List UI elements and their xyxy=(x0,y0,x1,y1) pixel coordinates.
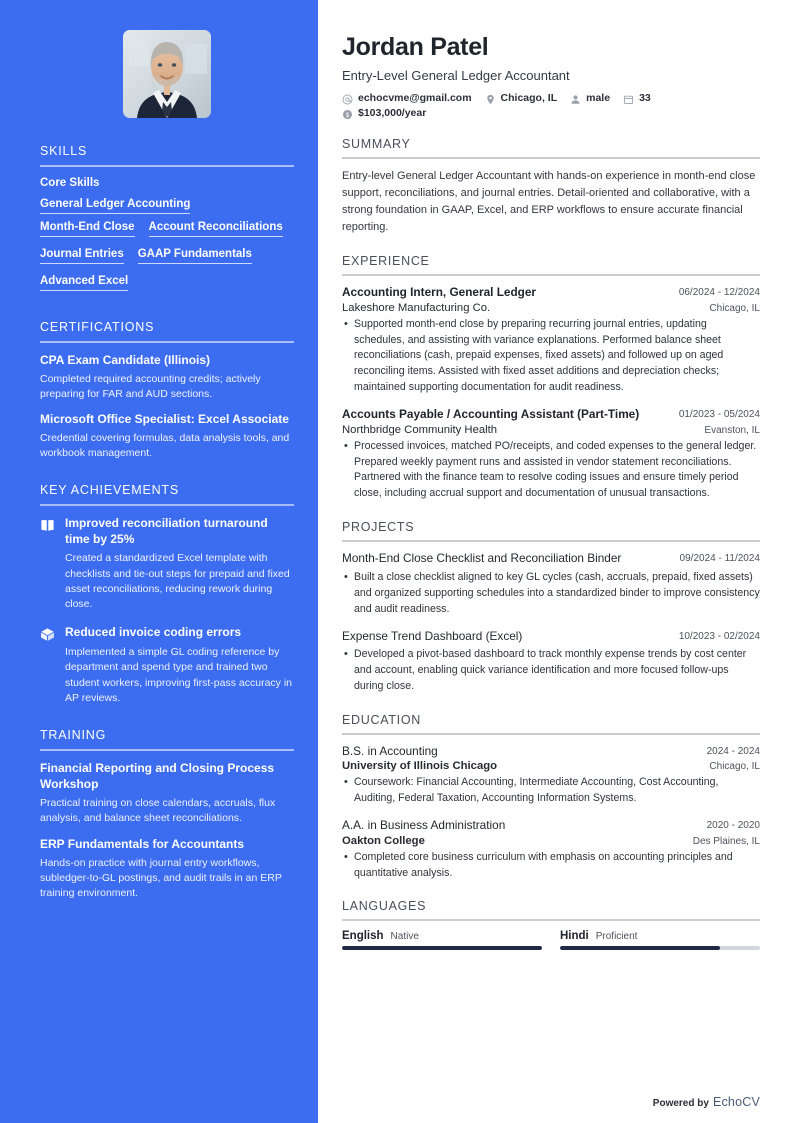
experience-item xyxy=(342,407,760,502)
education-item xyxy=(342,818,760,881)
education-school: University of Illinois Chicago xyxy=(342,760,498,773)
education-item xyxy=(342,744,760,807)
education-date: 2020 - 2020 xyxy=(706,820,760,832)
skill-tag: Month-End Close xyxy=(40,221,135,237)
person-icon xyxy=(570,92,581,103)
projects-divider xyxy=(342,540,760,542)
bullet: • Built a close checklist aligned to key GL cycles (cash, accruals, prepaid, fixed assets) and organized supporting schedules into a standardized binder to improve consistency and audit readiness. xyxy=(342,570,760,618)
section-experience xyxy=(342,254,760,502)
page-title: Jordan Patel xyxy=(342,33,489,61)
section-summary xyxy=(342,137,760,237)
language-level: Native xyxy=(390,931,419,943)
summary-text: Entry-level General Ledger Accountant with hands-on experience in month-end close support, reconciliations, and journal entries. Detail-oriented and collaborative, with a strong foundation in GAAP, Excel, and ERP workflows to ensure accurate financial reporting. xyxy=(342,169,756,233)
contact-value: $103,000/year xyxy=(358,106,427,119)
experience-date: 01/2023 - 05/2024 xyxy=(678,409,760,421)
project-date: 10/2023 - 02/2024 xyxy=(678,630,760,642)
projects-heading: PROJECTS xyxy=(342,520,415,535)
bullet: • Coursework: Financial Accounting, Intermediate Accounting, Cost Accounting, Auditing, Federal Taxation, Accounting Information Systems. xyxy=(342,775,760,807)
achievement-title: Improved reconciliation turnaround time by 25% xyxy=(65,515,268,546)
bullet: • Completed core business curriculum with emphasis on accounting principles and quantitative analysis. xyxy=(342,850,760,882)
education-date: 2024 - 2024 xyxy=(706,745,760,757)
section-certifications xyxy=(40,320,294,461)
experience-title: Accounts Payable / Accounting Assistant (Part-Time) xyxy=(342,407,640,422)
language-bar-fill xyxy=(560,946,720,950)
certifications-heading: CERTIFICATIONS xyxy=(40,320,155,334)
summary-divider xyxy=(342,157,760,159)
location-pin-icon xyxy=(485,92,496,103)
skill-primary: General Ledger Accounting xyxy=(40,198,190,214)
core-skills-label: Core Skills xyxy=(40,177,100,189)
project-bullets xyxy=(342,570,760,618)
training-desc: Hands-on practice with journal entry workflows, subledger-to-GL postings, and audit trails in an ERP training environment. xyxy=(40,856,282,900)
training-title: ERP Fundamentals for Accountants xyxy=(40,837,245,852)
training-item xyxy=(40,761,294,826)
achievement-title: Reduced invoice coding errors xyxy=(65,625,242,640)
language-name: English xyxy=(342,930,384,943)
education-bullets xyxy=(342,775,760,807)
experience-bullets xyxy=(342,317,760,396)
experience-title: Accounting Intern, General Ledger xyxy=(342,285,537,300)
footer-brand: EchoCV xyxy=(712,1095,760,1109)
languages-divider xyxy=(342,919,760,921)
skills-heading: SKILLS xyxy=(40,144,88,158)
language-item xyxy=(560,930,760,950)
section-projects xyxy=(342,520,760,694)
email-icon xyxy=(342,92,353,103)
certifications-divider xyxy=(40,341,294,343)
experience-location: Chicago, IL xyxy=(709,302,760,314)
key-achievements-divider xyxy=(40,504,294,506)
bullet: • Processed invoices, matched PO/receipts, and coded expenses to the general ledger. Prepared weekly payment runs and assisted in vendor statement reconciliations. Partnered with the finance team to resolve coding issues and ensure timely period close, including accrual support and documentation of unusual transactions. xyxy=(342,439,760,503)
job-headline: Entry-Level General Ledger Accountant xyxy=(342,67,570,83)
education-location: Des Plaines, IL xyxy=(692,835,760,847)
footer-prefix: Powered by xyxy=(652,1098,709,1109)
language-list xyxy=(342,930,760,950)
project-title: Month-End Close Checklist and Reconciliation Binder xyxy=(342,551,622,566)
contact-email xyxy=(342,92,472,104)
contact-salary xyxy=(342,107,426,119)
bullet: • Developed a pivot-based dashboard to track monthly expense trends by cost center and account, enabling quick variance identification and more focused follow-ups during close. xyxy=(342,647,760,695)
education-school: Oakton College xyxy=(342,834,425,847)
skill-tag: GAAP Fundamentals xyxy=(138,248,252,264)
training-divider xyxy=(40,749,294,751)
achievement-desc: Implemented a simple GL coding reference by department and spend type and trained two student workers, improving first-pass accuracy in AP reviews. xyxy=(65,646,292,704)
section-education xyxy=(342,713,760,882)
training-item xyxy=(40,837,294,901)
salary-icon xyxy=(342,107,353,118)
section-key-achievements xyxy=(40,483,294,706)
achievement-item xyxy=(40,516,294,613)
bullet: • Supported month-end close by preparing recurring journal entries, updating schedules, and assisting with variance explanations. Performed balance sheet reconciliations (cash, prepaid expenses, fixed assets) and followed up on aged reconciling items. Assisted with fixed asset additions and depreciation checks; maintained supporting documentation for audit readiness. xyxy=(342,317,760,396)
key-achievements-heading: KEY ACHIEVEMENTS xyxy=(40,482,179,497)
section-training xyxy=(40,728,294,902)
certification-desc: Completed required accounting credits; actively preparing for FAR and AUD sections. xyxy=(40,372,261,400)
training-heading: TRAINING xyxy=(40,728,107,743)
education-degree: A.A. in Business Administration xyxy=(342,818,506,833)
section-languages xyxy=(342,899,760,950)
experience-bullets xyxy=(342,439,760,503)
skill-tag: Advanced Excel xyxy=(40,275,128,291)
language-level: Proficient xyxy=(595,931,638,943)
experience-item xyxy=(342,285,760,396)
contact-age xyxy=(623,92,651,104)
education-location: Chicago, IL xyxy=(709,761,760,773)
training-desc: Practical training on close calendars, accruals, flux analysis, and balance sheet reconciliations. xyxy=(40,796,276,824)
experience-divider xyxy=(342,274,760,276)
language-name: Hindi xyxy=(560,930,589,943)
skill-tag-list xyxy=(40,221,294,298)
contact-value: echocvme@gmail.com xyxy=(358,91,472,104)
experience-org: Northbridge Community Health xyxy=(342,423,498,436)
skill-tag: Account Reconciliations xyxy=(149,221,283,237)
contact-value: 33 xyxy=(639,91,651,104)
project-date: 09/2024 - 11/2024 xyxy=(679,553,760,565)
certification-desc: Credential covering formulas, data analysis tools, and workbook management. xyxy=(40,432,290,459)
education-degree: B.S. in Accounting xyxy=(342,743,438,758)
achievement-desc: Created a standardized Excel template with checklists and tie-out steps for prepaid and fixed asset reconciliations, reducing rework during close. xyxy=(65,552,290,611)
contact-value: male xyxy=(586,91,611,104)
training-title: Financial Reporting and Closing Process Workshop xyxy=(40,761,275,791)
skill-tag: Journal Entries xyxy=(40,248,124,264)
contact-location xyxy=(485,92,558,104)
open-book-icon xyxy=(40,516,56,613)
achievement-item xyxy=(40,625,294,706)
contact-list xyxy=(342,92,672,119)
education-bullets xyxy=(342,850,760,882)
experience-location: Evanston, IL xyxy=(704,424,760,436)
experience-heading: EXPERIENCE xyxy=(342,254,430,269)
footer-branding xyxy=(653,1095,760,1109)
project-item xyxy=(342,551,760,617)
skills-divider xyxy=(40,165,294,167)
cube-box-icon xyxy=(40,625,56,706)
certification-title: Microsoft Office Specialist: Excel Associate xyxy=(40,412,289,427)
experience-org: Lakeshore Manufacturing Co. xyxy=(342,301,491,314)
profile-photo-wrapper xyxy=(40,30,294,118)
languages-heading: LANGUAGES xyxy=(342,899,427,914)
language-bar-track xyxy=(560,946,760,950)
calendar-icon xyxy=(623,92,634,103)
avatar xyxy=(123,30,211,118)
experience-date: 06/2024 - 12/2024 xyxy=(678,287,760,299)
project-item xyxy=(342,629,760,695)
sidebar xyxy=(0,0,318,1123)
main-content xyxy=(318,0,794,1123)
project-title: Expense Trend Dashboard (Excel) xyxy=(342,628,523,643)
section-skills xyxy=(40,144,294,298)
contact-value: Chicago, IL xyxy=(500,91,558,104)
contact-gender xyxy=(570,92,610,104)
summary-heading: SUMMARY xyxy=(342,136,411,151)
project-bullets xyxy=(342,647,760,695)
language-bar-track xyxy=(342,946,542,950)
svg-text:$: $ xyxy=(345,111,350,119)
education-heading: EDUCATION xyxy=(342,712,421,727)
education-divider xyxy=(342,733,760,735)
certification-item xyxy=(40,412,294,460)
certification-title: CPA Exam Candidate (Illinois) xyxy=(40,353,211,367)
certification-item xyxy=(40,353,294,401)
language-item xyxy=(342,930,542,950)
language-bar-fill xyxy=(342,946,542,950)
